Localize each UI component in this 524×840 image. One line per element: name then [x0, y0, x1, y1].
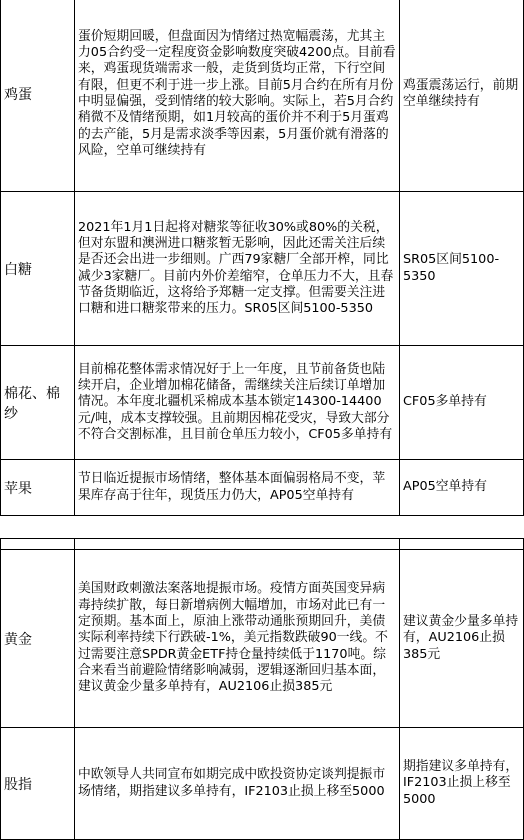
strategy-cell: 建议黄金少量多单持有，AU2106止损385元	[400, 550, 524, 728]
strategy-cell: SR05区间5100-5350	[400, 192, 524, 346]
table-row	[1, 346, 524, 460]
table-row	[1, 550, 524, 728]
table-row	[1, 192, 524, 346]
strategy-cell: CF05多单持有	[400, 346, 524, 460]
analysis-cell: 目前棉花整体需求情况好于上一年度，且节前备货也陆续开启，企业增加棉花储备，需继续关注后续订单增加情况。本年度北疆机采棉成本基本锁定14300-14400元/吨，成本支撑较强。且前期因棉花受灾，导致大部分不符合交割标准，且目前仓单压力较小，CF05多单持有	[75, 346, 400, 460]
commodity-name-cell: 股指	[1, 728, 75, 840]
strategy-cell: AP05空单持有	[400, 460, 524, 516]
analysis-cell: 美国财政刺激法案落地提振市场。疫情方面英国变异病毒持续扩散，每日新增病例大幅增加，市场对此已有一定预期。基本面上，原油上涨带动通胀预期回升，美债实际利率持续下行跌破-1%，美元指数跌破90一线。不过需要注意SPDR黄金ETF持仓量持续低于1170吨。综合来看当前避险情绪影响减弱，逻辑逐渐回归基本面，建议黄金少量多单持有，AU2106止损385元	[75, 550, 400, 728]
analysis-cell: 2021年1月1日起将对糖浆等征收30%或80%的关税，但对东盟和澳洲进口糖浆暂无影响，因此还需关注后续是否还会出进一步细则。广西79家糖厂全部开榨，同比减少3家糖厂。目前内外价差缩窄，仓单压力不大，且春节备货期临近，这将给予郑糖一定支撑。但需要关注进口糖和进口糖浆带来的压力。SR05区间5100-5350	[75, 192, 400, 346]
commodity-name-cell: 黄金	[1, 550, 75, 728]
table-header-spacer-row	[1, 539, 524, 550]
commodity-name-cell: 棉花、棉纱	[1, 346, 75, 460]
table-row	[1, 0, 524, 192]
analysis-cell: 中欧领导人共同宣布如期完成中欧投资协定谈判提振市场情绪，期指建议多单持有，IF2103止损上移至5000	[75, 728, 400, 840]
empty-cell	[400, 539, 524, 550]
analysis-cell: 蛋价短期回暖，但盘面因为情绪过热宽幅震荡，尤其主力05合约受一定程度资金影响数度突破4200点。目前看来，鸡蛋现货端需求一般，走货到货均正常，下行空间有限，但更不利于进一步上涨。目前5月合约在所有月份中明显偏强，受到情绪的较大影响。实际上，若5月合约稍微不及情绪预期，如1月较高的蛋价并不利于5月蛋鸡的去产能，5月是需求淡季等因素，5月蛋价就有滑落的风险，空单可继续持有	[75, 0, 400, 192]
empty-cell	[75, 539, 400, 550]
analysis-cell: 节日临近提振市场情绪，整体基本面偏弱格局不变，苹果库存高于往年，现货压力仍大，AP05空单持有	[75, 460, 400, 516]
table-row	[1, 460, 524, 516]
commodity-strategy-table-b	[0, 538, 524, 840]
strategy-cell: 期指建议多单持有，IF2103止损上移至5000	[400, 728, 524, 840]
commodity-name-cell: 鸡蛋	[1, 0, 75, 192]
strategy-cell: 鸡蛋震荡运行，前期空单继续持有	[400, 0, 524, 192]
empty-cell	[1, 539, 75, 550]
commodity-name-cell: 白糖	[1, 192, 75, 346]
table-row	[1, 728, 524, 840]
commodity-name-cell: 苹果	[1, 460, 75, 516]
